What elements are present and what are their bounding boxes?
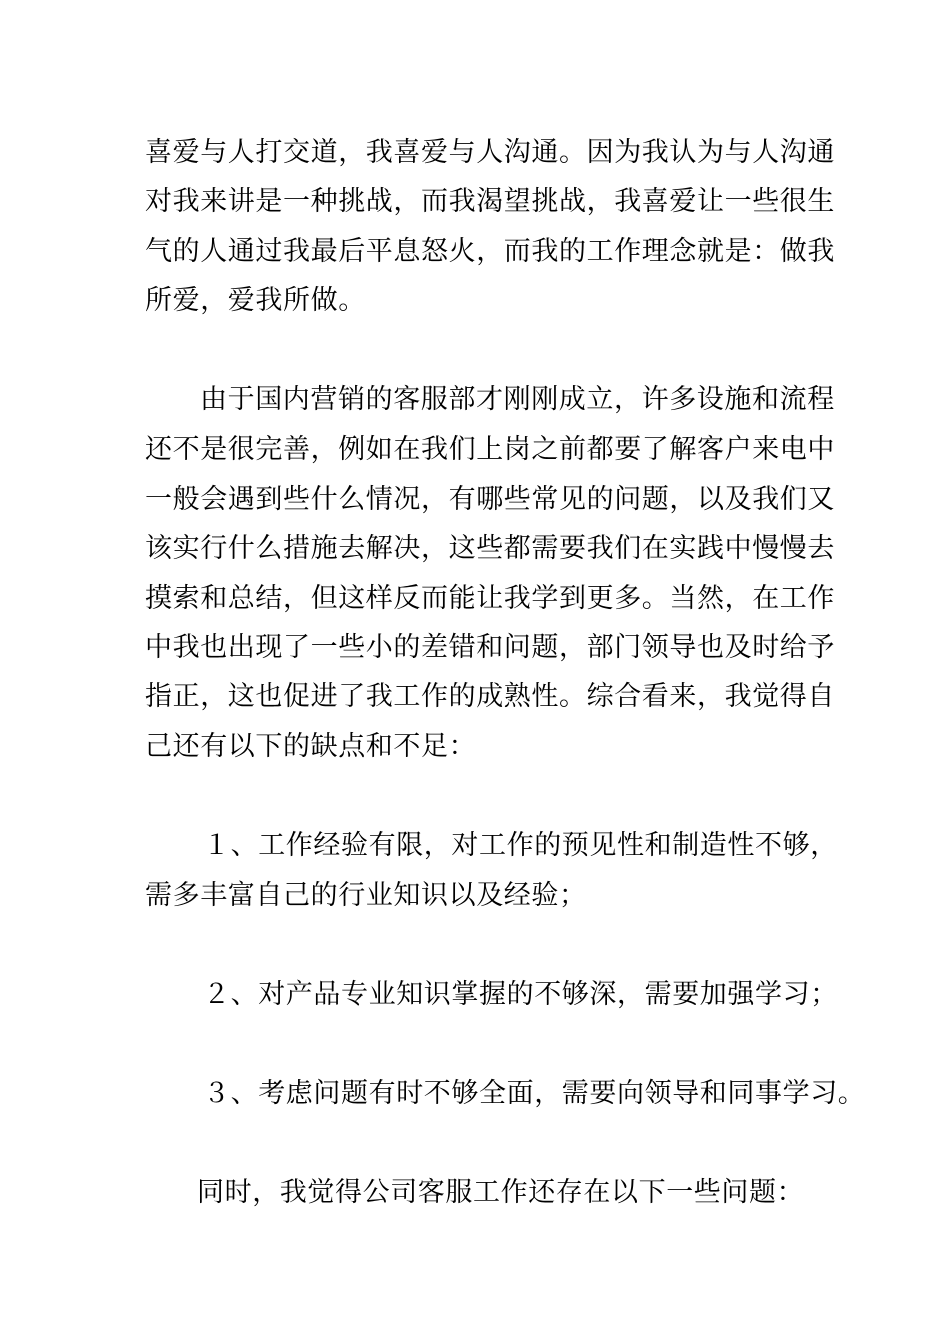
paragraph-line: 由于国内营销的客服部才刚刚成立，许多设施和流程 <box>200 384 835 415</box>
paragraph-line: 该实行什么措施去解决，这些都需要我们在实践中慢慢去 <box>145 533 835 564</box>
paragraph-line: 指正，这也促进了我工作的成熟性。综合看来，我觉得自 <box>145 681 835 712</box>
paragraph-line: 对我来讲是一种挑战，而我渴望挑战，我喜爱让一些很生 <box>145 186 835 217</box>
closing-sentence: 同时，我觉得公司客服工作还存在以下一些问题： <box>197 1177 805 1208</box>
list-item-2: ２、对产品专业知识掌握的不够深，需要加强学习； <box>203 979 838 1010</box>
paragraph-line: 摸索和总结，但这样反而能让我学到更多。当然，在工作 <box>145 583 835 614</box>
list-item-1-line: 需多丰富自己的行业知识以及经验； <box>145 880 587 911</box>
paragraph-line: 还不是很完善，例如在我们上岗之前都要了解客户来电中 <box>145 434 835 465</box>
list-item-1-line: １、工作经验有限，对工作的预见性和制造性不够， <box>203 830 838 861</box>
paragraph-line: 气的人通过我最后平息怒火，而我的工作理念就是：做我 <box>145 236 835 267</box>
paragraph-line: 己还有以下的缺点和不足： <box>145 731 477 762</box>
paragraph-line: 中我也出现了一些小的差错和问题，部门领导也及时给予 <box>145 632 835 663</box>
paragraph-line: 所爱，爱我所做。 <box>145 285 366 316</box>
list-item-3: ３、考虑问题有时不够全面，需要向领导和同事学习。 <box>203 1078 866 1109</box>
paragraph-line: 一般会遇到些什么情况，有哪些常见的问题，以及我们又 <box>145 484 835 515</box>
paragraph-line: 喜爱与人打交道，我喜爱与人沟通。因为我认为与人沟通 <box>145 137 835 168</box>
